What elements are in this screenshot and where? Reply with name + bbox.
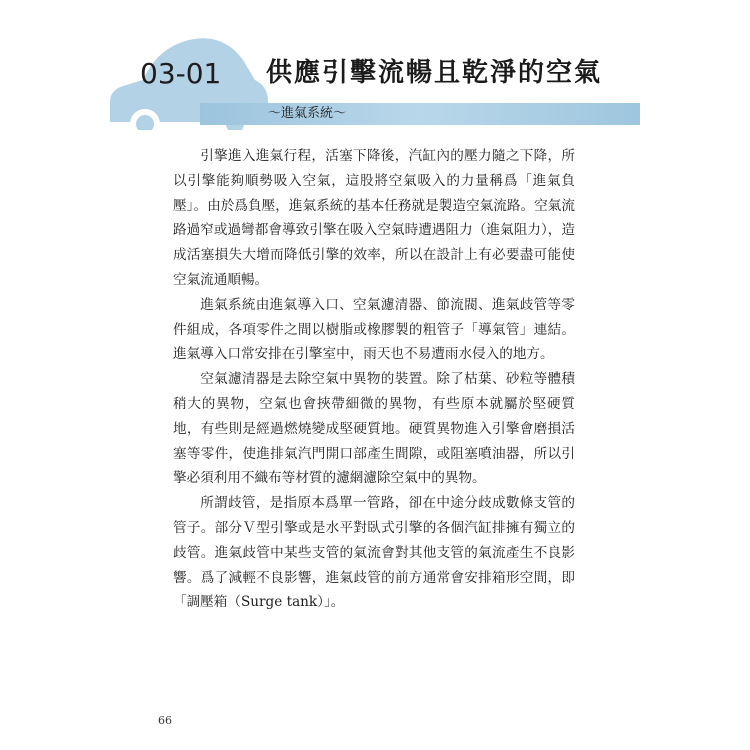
page-number: 66 [158, 714, 172, 727]
section-subtitle: ～進氣系統～ [268, 106, 347, 121]
paragraph: 引擎進入進氣行程，活塞下降後，汽缸內的壓力隨之下降，所以引擎能夠順勢吸入空氣，這股將空氣吸入的力量稱爲「進氣負壓」。由於爲負壓，進氣系統的基本任務就是製造空氣流路。空氣流路過窄或過彎都會導致引擎在吸入空氣時遭遇阻力（進氣阻力），造成活塞損失大增而降低引擎的效率，所以在設計上有必要盡可能使空氣流通順暢。 [173, 148, 575, 288]
paragraph: 所謂歧管，是指原本爲單一管路，卻在中途分歧成數條支管的管子。部分Ｖ型引擎或是水平對臥式引擎的各個汽缸排擁有獨立的歧管。進氣歧管中某些支管的氣流會對其他支管的氣流產生不良影響。爲了減輕不良影響，進氣歧管的前方通常會安排箱形空間，即「調壓箱（Surge tank）」。 [173, 495, 575, 611]
body-text [173, 144, 575, 615]
subtitle-bar [200, 103, 640, 125]
chapter-title: 供應引擊流暢且乾淨的空氣 [266, 58, 603, 88]
chapter-number: 03-01 [140, 57, 222, 90]
paragraph: 空氣濾清器是去除空氣中異物的裝置。除了枯葉、砂粒等體積稍大的異物，空氣也會挾帶細微的異物，有些原本就屬於堅硬質地，有些則是經過燃燒變成堅硬質地。硬質異物進入引擎會磨損活塞等零件，使進排氣汽門開口部產生間隙，或阻塞噴油器，所以引擎必須利用不織布等材質的濾網濾除空氣中的異物。 [173, 371, 575, 487]
paragraph: 進氣系統由進氣導入口、空氣濾清器、節流閥、進氣歧管等零件組成，各項零件之間以樹脂或橡膠製的粗管子「導氣管」連結。進氣導入口常安排在引擎室中，雨天也不易遭雨水侵入的地方。 [173, 296, 575, 363]
